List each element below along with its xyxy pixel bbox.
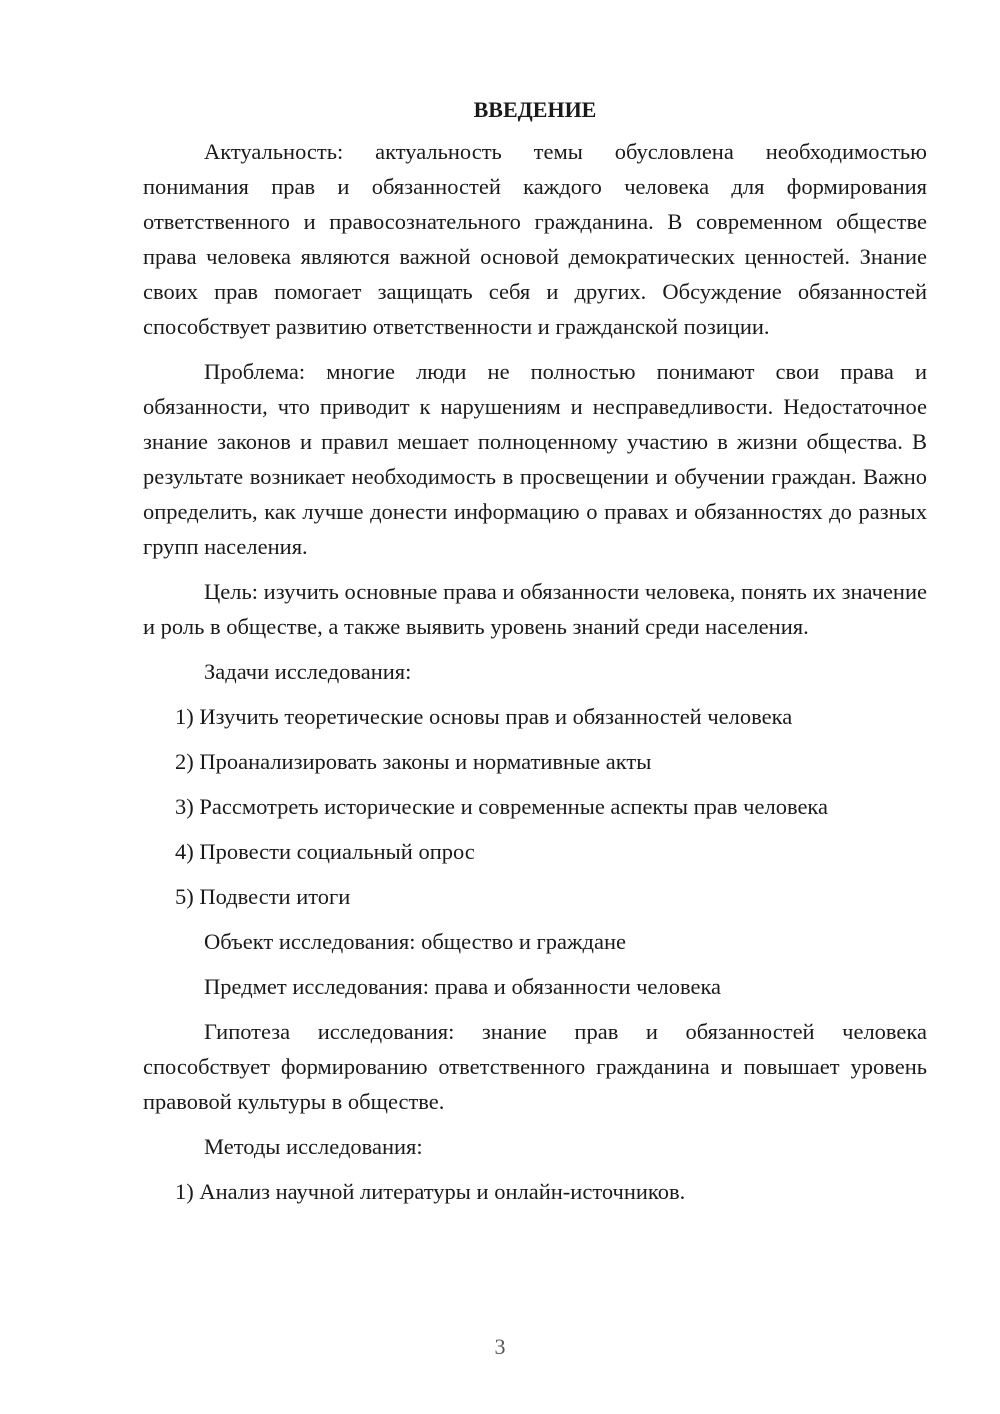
hypothesis-paragraph: Гипотеза исследования: знание прав и обязанностей человека способствует формированию ответственного гражданина и повышает уровень правовой культуры в обществе. xyxy=(143,1019,927,1114)
methods-heading: Методы исследования: xyxy=(204,1134,423,1159)
subject-line: Предмет исследования: права и обязанности человека xyxy=(204,974,722,999)
page-content xyxy=(143,90,927,1219)
list-item: 3) Рассмотреть исторические и современные аспекты прав человека xyxy=(175,794,829,819)
page-title: ВВЕДЕНИЕ xyxy=(473,97,597,122)
relevance-paragraph: Актуальность: актуальность темы обусловлена необходимостью понимания прав и обязанностей каждого человека для формирования ответственного и правосознательного гражданина. В современном обществе права человека являются важной основой демократических ценностей. Знание своих прав помогает защищать себя и других. Обсуждение обязанностей способствует развитию ответственности и гражданской позиции. xyxy=(143,139,927,339)
page-number: 3 xyxy=(494,1334,506,1359)
tasks-list xyxy=(143,699,927,914)
list-item: 1) Изучить теоретические основы прав и обязанностей человека xyxy=(175,704,793,729)
list-item: 5) Подвести итоги xyxy=(175,884,351,909)
methods-list xyxy=(143,1174,927,1209)
problem-paragraph: Проблема: многие люди не полностью понимают свои права и обязанности, что приводит к нарушениям и несправедливости. Недостаточное знание законов и правил мешает полноценному участию в жизни общества. В результате возникает необходимость в просвещении и обучении граждан. Важно определить, как лучше донести информацию о правах и обязанностях до разных групп населения. xyxy=(143,359,927,559)
list-item: 2) Проанализировать законы и нормативные акты xyxy=(175,749,652,774)
list-item: 4) Провести социальный опрос xyxy=(175,839,475,864)
goal-paragraph: Цель: изучить основные права и обязанности человека, понять их значение и роль в обществе, а также выявить уровень знаний среди населения. xyxy=(143,579,927,639)
object-line: Объект исследования: общество и граждане xyxy=(204,929,626,954)
list-item: 1) Анализ научной литературы и онлайн-источников. xyxy=(175,1179,686,1204)
tasks-heading: Задачи исследования: xyxy=(204,659,412,684)
